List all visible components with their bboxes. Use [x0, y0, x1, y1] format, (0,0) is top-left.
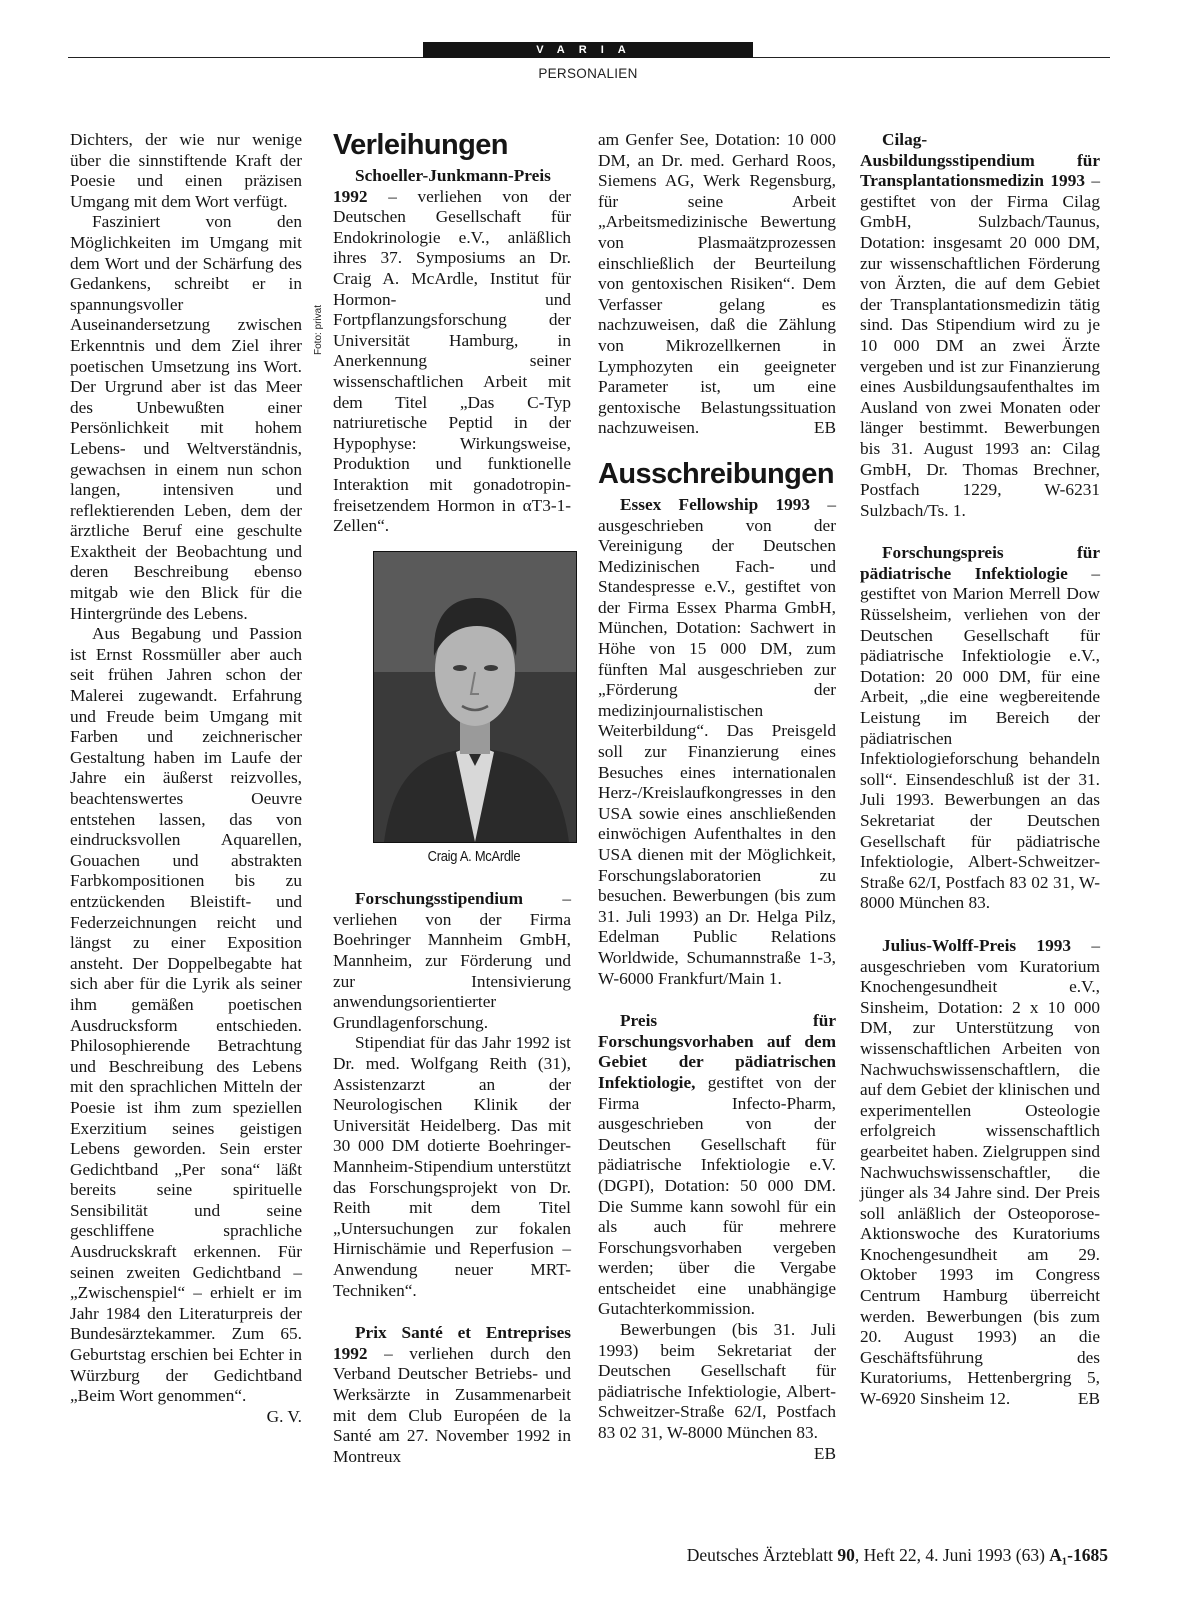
paragraph-text: Aus Begabung und Passion ist Ernst Rossmüller aber auch seit frühen Jahren schon der Malerei zugewandt. Erfahrung und Freude beim Umgang mit Farben und zeichnerischer Gestaltung haben im Laufe der Jahre ein äußerst reizvolles, beachtenswertes Oeuvre entstehen lassen, das von eindrucksvollen Aquarellen, Gouachen und abstrakten Farbkompositionen bis zu entzückenden Bleistift- und Federzeichnungen reicht und längst zu einer Exposition ansteht. Der Doppelbegabte hat sich aber für die Lyrik als seiner ihm gemäßen poetischen Ausdrucksform entschieden. Philosophierende Betrachtung und Beschreibung des Lebens mit den sprachlichen Mitteln der Poesie ist ihm zum speziellen Exerzitium seines geistigen Lebens geworden. Sein erster Gedichtband „Per sona“ läßt bereits seine spirituelle Sensibilität und seine geschliffene sprachliche Ausdruckskraft erkennen. Für seinen zweiten Gedichtband – „Zwischenspiel“ – erhielt er im Jahr 1984 den Literaturpreis der Bundesärztekammer. Zum 65. Geburtstag erschien bei Echter in Würzburg der Gedichtband „Beim Wort genommen“.: [70, 624, 302, 1406]
journal-name: Deutsches Ärzteblatt: [686, 1545, 833, 1565]
award-entry: [598, 495, 836, 989]
column-1: [70, 130, 302, 1427]
column-3: [598, 130, 836, 1464]
award-text: – gestiftet von Marion Merrell Dow Rüsselsheim, verliehen von der Deutschen Gesellschaft für pädiatrische Infektiologie e.V., Dotation: 20 000 DM, für eine Arbeit, „die eine wegbereitende Leistung im Bereich der pädiatrischen Infektiologieforschung behandeln soll“. Einsendeschluß ist der 31. Juli 1993. Bewerbungen an das Sekretariat der Deutschen Gesellschaft für pädiatrische Infektiologie, Albert-Schweitzer-Straße 62/I, Postfach 83 02 31, W-8000 München 83.: [860, 563, 1100, 913]
section-heading-ausschreibungen: Ausschreibungen: [598, 457, 834, 490]
award-text: – ausgeschrieben von der Vereinigung der Deutschen Medizinischen Fach- und Standespresse e.V., gestiftet von der Firma Essex Pharma GmbH, München, Dotation: Sachwert in Höhe von 15 000 DM, zum fünften Mal ausgeschrieben zur „Förderung der medizinjournalistischen Weiterbildung“. Das Preisgeld soll zur Finanzierung eines Besuches eines internationalen Herz-/Kreislaufkongresses in den USA sowie eines anschließenden einwöchigen Aufenthaltes in den USA dienen mit der Möglichkeit, Forschungslaboratorien zu besuchen. Bewerbungen (bis zum 31. Juli 1993) an Dr. Helga Pilz, Edelman Public Relations Worldwide, Schumannstraße 1-3, W-6000 Frankfurt/Main 1.: [598, 494, 836, 988]
award-text: gestiftet von der Firma Infecto-Pharm, ausgeschrieben von der Deutschen Gesellschaft für pädiatrische Infektiologie e.V. (DGPI), Dotation: 50 000 DM. Die Summe kann sowohl für ein als auch für mehrere Forschungsvorhaben vergeben werden; über die Vergabe entscheidet eine unabhängige Gutachterkommission.: [598, 1072, 836, 1319]
paragraph: Fasziniert von den Möglichkeiten im Umgang mit dem Wort und der Schärfung des Gedankens, schreibt er in spannungsvoller Auseinandersetzung zwischen Erkenntnis und dem Ziel ihrer poetischen Umsetzung ins Wort. Der Urgrund aber ist das Meer des Unbewußten einer Persönlichkeit mit hohem Lebens- und Weltverständnis, gewachsen in einem nun schon langen, intensiven und reflektierenden Leben, dem der ärztliche Beruf eine geschulte Exaktheit der Beobachtung und deren Beschreibung ebenso mitgab wie den Blick für die Hintergründe des Lebens.: [70, 212, 302, 623]
award-title: Forschungspreis für pädiatrische Infektiologie: [860, 543, 1100, 583]
award-entry: [333, 166, 571, 537]
paragraph: [70, 624, 302, 1426]
page-footer: [687, 1545, 1108, 1566]
section-label: VARIA: [536, 44, 640, 56]
column-4: [860, 130, 1100, 1410]
author-signature: EB: [813, 1443, 836, 1463]
award-entry: [333, 889, 571, 1033]
journal-volume: 90: [837, 1545, 855, 1565]
award-title: Prix Santé et Entreprises 1992: [333, 1323, 571, 1363]
author-signature: EB: [1077, 1389, 1100, 1409]
award-title: Julius-Wolff-Preis 1993: [882, 935, 1071, 955]
photo-credit: Foto: privat: [313, 304, 324, 355]
award-entry: [860, 936, 1100, 1410]
paragraph: Stipendiat für das Jahr 1992 ist Dr. med. Wolfgang Reith (31), Assistenzarzt an der Neurologischen Klinik der Universität Heidelberg. Das mit 30 000 DM dotierte Boehringer-Mannheim-Stipendium unterstützt das Forschungsprojekt von Dr. Reith mit dem Titel „Untersuchungen zur fokalen Hirnischämie und Reperfusion – Anwendung neuer MRT-Techniken“.: [333, 1033, 571, 1300]
award-text: – ausgeschrieben vom Kuratorium Knochengesundheit e.V., Sinsheim, Dotation: 2 x 10 000 DM, zur Unterstützung von wissenschaftlichen Arbeiten von Nachwuchswissenschaftlern, die auf dem Gebiet der klinischen und experimentellen Osteologie erfolgreich wissenschaftlich gearbeitet haben. Zielgruppen sind Nachwuchswissenschaftler, die jünger als 34 Jahre sind. Der Preis soll anläßlich der Osteoporose-Aktionswoche des Kuratoriums Knochengesundheit am 29. Oktober 1993 im Congress Centrum Hamburg überreicht werden. Bewerbungen (bis zum 20. August 1993) an die Geschäftsführung des Kuratoriums, Hettenbergring 5, W-6920 Sinsheim 12.: [860, 935, 1100, 1409]
award-entry: [860, 130, 1100, 521]
issue-info: , Heft 22, 4. Juni 1993 (63): [854, 1545, 1045, 1565]
portrait-image: [374, 552, 576, 842]
subsection-label: PERSONALIEN: [538, 66, 638, 81]
section-heading-verleihungen: Verleihungen: [333, 129, 508, 161]
author-signature: EB: [813, 418, 836, 438]
award-title: Essex Fellowship 1993: [620, 494, 811, 514]
award-text: – gestiftet von der Firma Cilag GmbH, Sulzbach/Taunus, Dotation: insgesamt 20 000 DM, zur wissenschaftlichen Förderung von Ärzten, die auf dem Gebiet der Transplantationsmedizin tätig sind. Das Stipendium wird zu je 10 000 DM an zwei Ärzte vergeben und ist zur Finanzierung eines Ausbildungsaufenthaltes im Ausland von zwei Monaten oder länger bestimmt. Bewerbungen bis 31. August 1993 an: Cilag GmbH, Dr. Thomas Brechner, Postfach 1229, W-6231 Sulzbach/Ts. 1.: [860, 171, 1100, 520]
column-2: [313, 129, 571, 1467]
award-title: Preis für Forschungsvorhaben auf dem Gebiet der pädiatrischen Infektiologie,: [598, 1011, 836, 1092]
paragraph: Dichters, der wie nur wenige über die sinnstiftende Kraft der Poesie und einen präzisen Umgang mit dem Wort verfügt.: [70, 130, 302, 211]
award-text: – verliehen von der Deutschen Gesellschaft für Endokrinologie e.V., anläßlich ihres 37. Symposiums an Dr. Craig A. McArdle, Institut für Hormon- und Fortpflanzungsforschung der Universität Hamburg, in Anerkennung seiner wissenschaftlichen Arbeit mit dem Titel „Das C-Typ natriuretische Peptid in der Hypophyse: Wirkungsweise, Produktion und funktionelle Interaktion mit gonadotropin-freisetzendem Hormon in αT3-1-Zellen“.: [333, 186, 571, 536]
photo-frame: [373, 551, 577, 843]
award-entry: [860, 543, 1100, 914]
award-title: Forschungsstipendium: [355, 889, 524, 909]
author-signature: G. V.: [266, 1406, 302, 1426]
photo-caption: Craig A. McArdle: [427, 847, 521, 865]
paragraph: [598, 130, 836, 439]
award-title: Schoeller-Junkmann-Preis 1992: [333, 166, 551, 206]
paragraph: [598, 1320, 836, 1463]
award-text: – verliehen durch den Verband Deutscher Betriebs- und Werksärzte in Zusammenarbeit mit dem Club Européen de la Santé am 27. November 1992 in Montreux: [333, 1343, 571, 1466]
award-entry: [598, 1011, 836, 1320]
page-number: A₁-1685: [1049, 1545, 1108, 1565]
award-entry: [333, 1323, 571, 1467]
award-text: – verliehen von der Firma Boehringer Mannheim GmbH, Mannheim, zur Förderung und zur Intensivierung anwendungsorientierter Grundlagenforschung.: [333, 889, 571, 1032]
paragraph-text: am Genfer See, Dotation: 10 000 DM, an Dr. med. Gerhard Roos, Siemens AG, Werk Regensburg, für seine Arbeit „Arbeitsmedizinische Bewertung von Plasmaätzprozessen einschließlich der Beurteilung von gentoxischen Risiken“. Dem Verfasser gelang es nachzuweisen, daß die Zählung von Mikrozellkernen in Lymphozyten ein geeigneter Parameter ist, um eine gentoxische Belastungssituation nachzuweisen.: [598, 130, 836, 438]
award-title: Cilag-Ausbildungsstipendium für Transplantationsmedizin 1993: [860, 130, 1100, 191]
paragraph-text: Bewerbungen (bis 31. Juli 1993) beim Sekretariat der Deutschen Gesellschaft für pädiatrische Infektiologie, Albert-Schweitzer-Straße 62/I, Postfach 83 02 31, W-8000 München 83.: [598, 1320, 836, 1443]
